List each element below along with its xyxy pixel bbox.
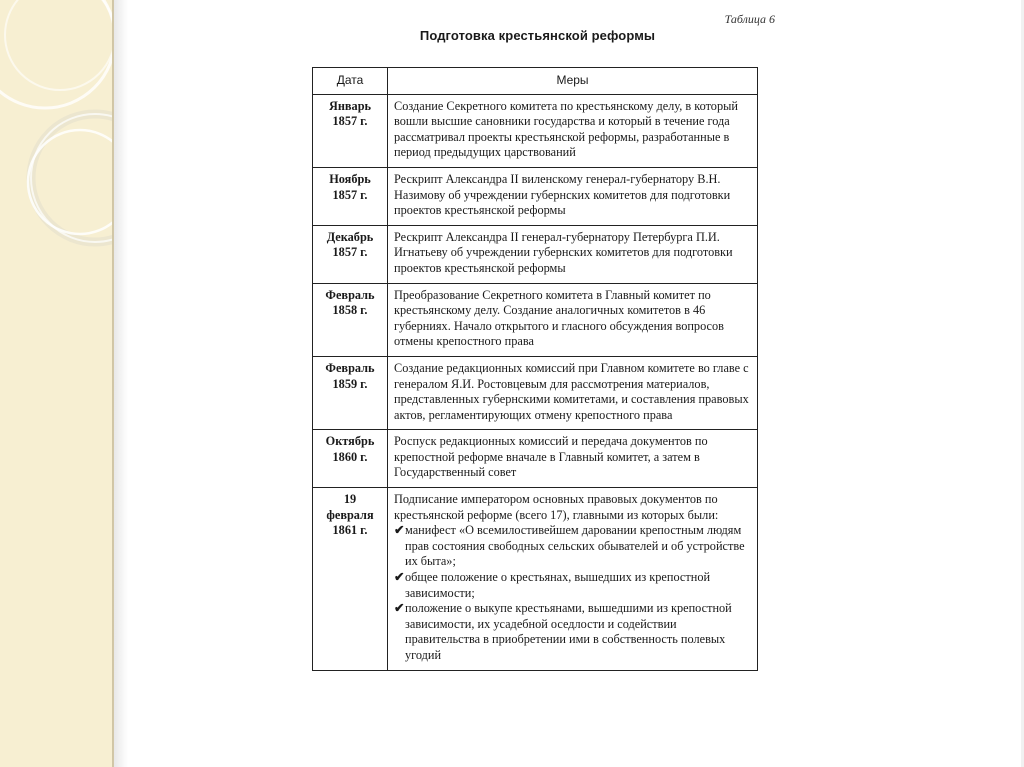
checkmark-icon: ✔ [394, 570, 405, 585]
row-measure: Роспуск редакционных комиссий и передача документов по крепостной реформе вначале в Главный комитет, а затем в Государственный совет [388, 430, 758, 488]
row-measure-intro: Подписание императором основных правовых документов по крестьянской реформе (всего 17), главными из которых были: [394, 492, 719, 522]
row-date: Февраль 1859 г. [313, 356, 388, 429]
table-row [313, 225, 758, 283]
scanned-document [300, 0, 775, 740]
row-date: Октябрь 1860 г. [313, 430, 388, 488]
list-item-text: манифест «О всемилостивейшем даровании крепостным людям прав состояния свободных сельских обывателей и об устройстве их быта»; [405, 523, 745, 569]
table-number-label: Таблица 6 [724, 12, 775, 26]
document-list-item [394, 523, 751, 570]
slide-edge-shadow [112, 0, 128, 767]
table-row [313, 94, 758, 167]
table-row [313, 283, 758, 356]
checkmark-icon: ✔ [394, 523, 405, 538]
table-header-row [313, 68, 758, 95]
header-date: Дата [313, 68, 388, 95]
row-measure: Создание редакционных комиссий при Главном комитете во главе с генералом Я.И. Ростовцевым для рассмотрения материалов, представленных губернскими комитетами, и составления правовых актов, регламентирующих отмену крепостного права [388, 356, 758, 429]
table-row [313, 430, 758, 488]
row-measure: Рескрипт Александра II генерал-губернатору Петербурга П.И. Игнатьеву об учреждении губернских комитетов для подготовки проектов крестьянской реформы [388, 225, 758, 283]
row-measure: Преобразование Секретного комитета в Главный комитет по крестьянскому делу. Создание аналогичных комитетов в 46 губерниях. Начало открытого и гласного обсуждения вопросов отмены крепостного права [388, 283, 758, 356]
list-item-text: положение о выкупе крестьянами, вышедшими из крепостной зависимости, их усадебной оседлости и содействии правительства в приобретении ими в собственность полевых угодий [405, 601, 732, 662]
row-date: Ноябрь 1857 г. [313, 167, 388, 225]
table-row [313, 356, 758, 429]
table-row [313, 488, 758, 671]
row-measure: Рескрипт Александра II виленскому генерал-губернатору В.Н. Назимову об учреждении губернских комитетов для подготовки проектов крестьянской реформы [388, 167, 758, 225]
document-list-item [394, 601, 751, 663]
reform-table [312, 67, 758, 671]
header-measures: Меры [388, 68, 758, 95]
table-row [313, 167, 758, 225]
row-measure-with-list [388, 488, 758, 671]
checkmark-icon: ✔ [394, 601, 405, 616]
decorative-rings-graphic [0, 0, 112, 767]
document-list-item [394, 570, 751, 601]
decorative-side-panel [0, 0, 114, 767]
document-title: Подготовка крестьянской реформы [419, 28, 656, 43]
row-measure: Создание Секретного комитета по крестьянскому делу, в который вошли высшие сановники государства и который в течение года рассматривал проекты крестьянской реформы, разработанные в период предыдущих царствований [388, 94, 758, 167]
row-date: 19 февраля 1861 г. [313, 488, 388, 671]
row-date: Январь 1857 г. [313, 94, 388, 167]
row-date: Декабрь 1857 г. [313, 225, 388, 283]
list-item-text: общее положение о крестьянах, вышедших из крепостной зависимости; [405, 570, 711, 600]
row-date: Февраль 1858 г. [313, 283, 388, 356]
